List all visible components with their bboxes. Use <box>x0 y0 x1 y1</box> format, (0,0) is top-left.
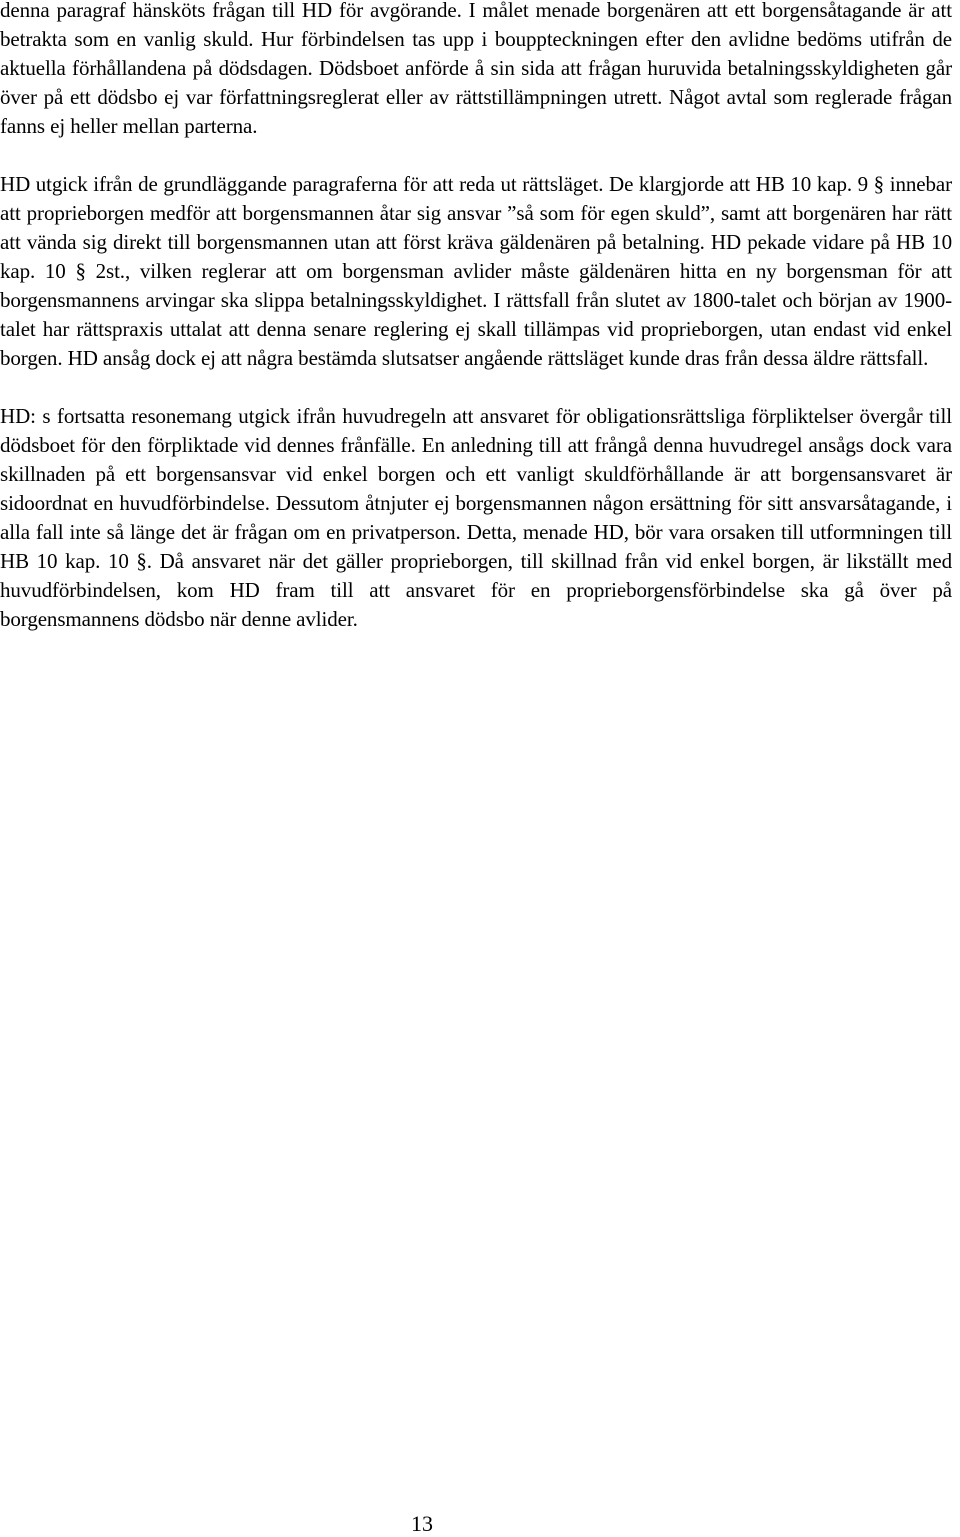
paragraph-1: denna paragraf hänsköts frågan till HD för avgörande. I målet menade borgenären att ett borgensåtagande är att betrakta som en vanlig skuld. Hur förbindelsen tas upp i bouppteckningen efter den avlidne bedöms utifrån de aktuella förhållandena på dödsdagen. Dödsboet anförde å sin sida att frågan huruvida betalningsskyldigheten går över på ett dödsbo ej var författningsreglerat eller av rättstillämpningen utrett. Något avtal som reglerade frågan fanns ej heller mellan parterna. <box>0 0 952 138</box>
page-number: 13 <box>411 1511 433 1536</box>
paragraph-2: HD utgick ifrån de grundläggande paragraferna för att reda ut rättsläget. De klargjorde att HB 10 kap. 9 § innebar att proprieborgen medför att borgensmannen åtar sig ansvar ”så som för egen skuld”, samt att borgenären har rätt att vända sig direkt till borgensmannen utan att först kräva gäldenären på betalning. HD pekade vidare på HB 10 kap. 10 § 2st., vilken reglerar att om borgensman avlider måste gäldenären hitta en ny borgensman för att borgensmannens arvingar ska slippa betalningsskyldighet. I rättsfall från slutet av 1800-talet och början av 1900-talet har rättspraxis uttalat att denna senare reglering ej skall tillämpas vid proprieborgen, utan endast vid enkel borgen. HD ansåg dock ej att några bestämda slutsatser angående rättsläget kunde dras från dessa äldre rättsfall. <box>0 172 952 370</box>
paragraph-3: HD: s fortsatta resonemang utgick ifrån huvudregeln att ansvaret för obligationsrättsliga förpliktelser övergår till dödsboet för den förpliktade vid dennes frånfälle. En anledning till att frångå denna huvudregel ansågs dock vara skillnaden på ett borgensansvar vid enkel borgen och ett vanligt skuldförhållande är att borgensansvaret är sidoordnat en huvudförbindelse. Dessutom åtnjuter ej borgensmannen någon ersättning för sitt ansvarsåtagande, i alla fall inte så länge det är frågan om en privatperson. Detta, menade HD, bör vara orsaken till utformningen till HB 10 kap. 10 §. Då ansvaret när det gäller proprieborgen, till skillnad från vid enkel borgen, är likställt med huvudförbindelsen, kom HD fram till att ansvaret för en proprieborgensförbindelse ska gå över på borgensmannens dödsbo när denne avlider. <box>0 404 952 631</box>
document-body <box>0 0 952 663</box>
